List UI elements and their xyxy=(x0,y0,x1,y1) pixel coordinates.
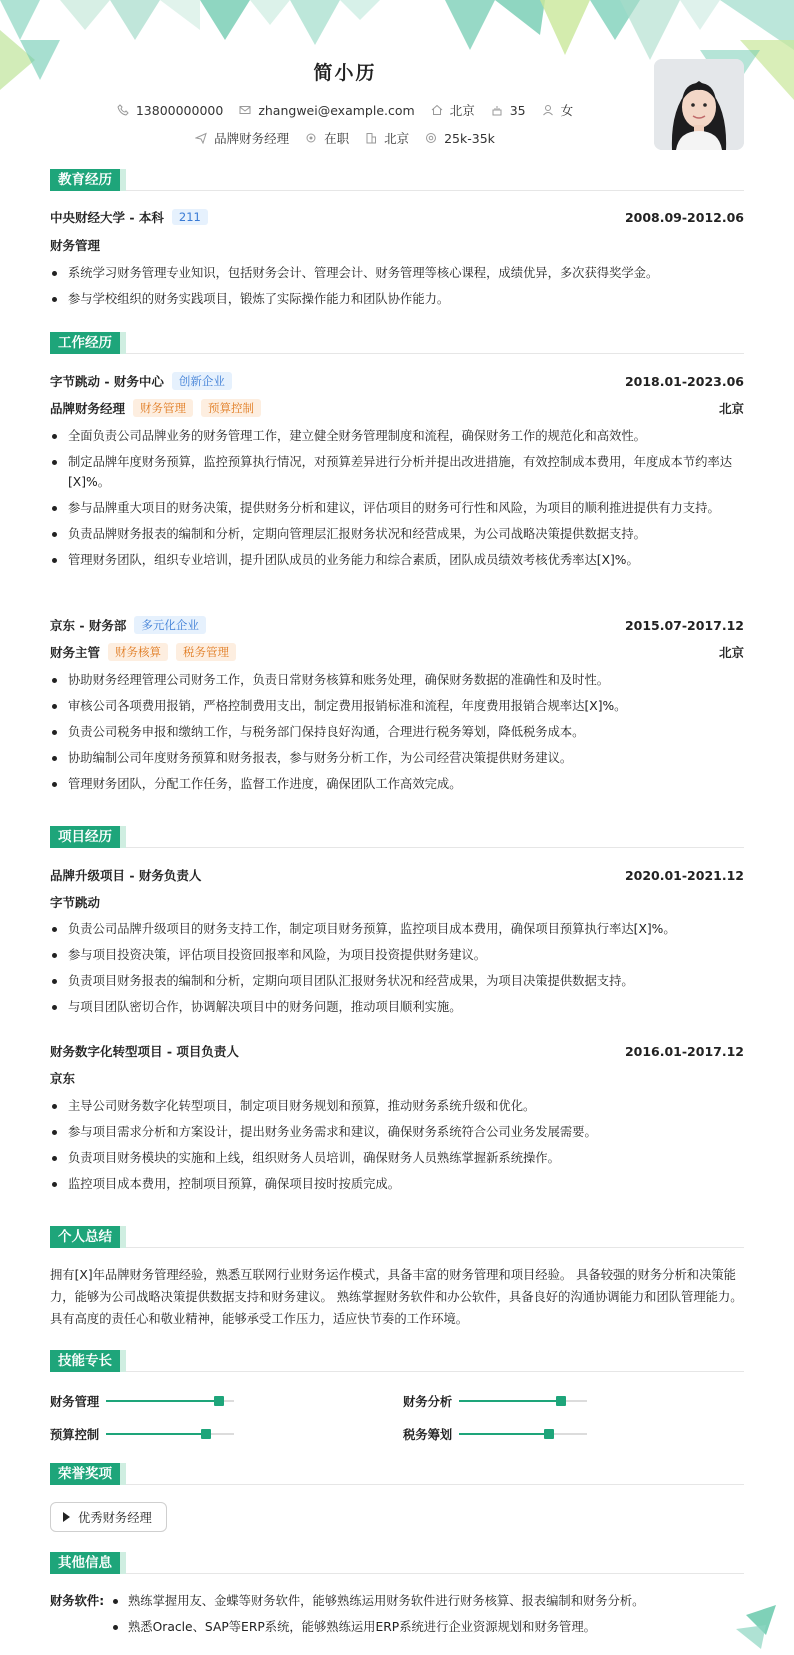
list-item: 管理财务团队，分配工作任务，监督工作进度，确保团队工作高效完成。 xyxy=(50,774,744,794)
resume-header xyxy=(0,0,794,160)
list-item: 负责项目财务模块的实施和上线，组织财务人员培训，确保财务人员熟练掌握新系统操作。 xyxy=(50,1148,744,1168)
skill-label: 预算控制 xyxy=(50,1428,100,1442)
section-title-education: 教育经历 xyxy=(50,169,120,191)
target-city-text: 北京 xyxy=(384,131,410,146)
target-position-text: 品牌财务经理 xyxy=(214,131,290,146)
education-header xyxy=(50,208,744,226)
section-title-summary: 个人总结 xyxy=(50,1226,120,1248)
money-icon xyxy=(425,132,437,144)
email-info xyxy=(239,103,414,118)
job-city: 北京 xyxy=(718,645,744,660)
job-2-header xyxy=(50,616,744,634)
project-2-bullets xyxy=(50,1096,744,1200)
list-item: 与项目团队密切合作，协调解决项目中的财务问题，推动项目顺利实施。 xyxy=(50,997,744,1017)
project-date: 2016.01-2017.12 xyxy=(624,1043,744,1059)
status-text: 在职 xyxy=(324,131,350,146)
list-item: 参与学校组织的财务实践项目，锻炼了实际操作能力和团队协作能力。 xyxy=(50,289,744,309)
list-item: 监控项目成本费用，控制项目预算，确保项目按时按质完成。 xyxy=(50,1174,744,1194)
skill-item xyxy=(50,1392,234,1410)
list-item: 系统学习财务管理专业知识，包括财务会计、管理会计、财务管理等核心课程，成绩优异，多次获得奖学金。 xyxy=(50,263,744,283)
skill-level-marker xyxy=(556,1396,566,1406)
project-1-bullets xyxy=(50,919,744,1023)
list-item: 参与项目投资决策，评估项目投资回报率和风险，为项目投资提供财务建议。 xyxy=(50,945,744,965)
project-2-company-row xyxy=(50,1069,744,1087)
other-bullets xyxy=(110,1591,740,1643)
section-title-awards: 荣誉奖项 xyxy=(50,1463,120,1485)
footer-decoration xyxy=(736,1605,786,1649)
phone-info xyxy=(117,103,223,118)
section-awards xyxy=(50,1463,744,1485)
job-2-role-row xyxy=(50,643,744,661)
avatar xyxy=(654,59,744,150)
building-icon xyxy=(365,132,377,144)
status-info xyxy=(305,129,349,147)
role-tag: 预算控制 xyxy=(201,399,261,417)
section-work xyxy=(50,332,744,354)
job-1-bullets xyxy=(50,426,744,576)
gender-text: 女 xyxy=(560,103,574,118)
skill-bar xyxy=(459,1433,587,1435)
salary-text: 25k-35k xyxy=(444,130,495,146)
skill-label: 财务管理 xyxy=(50,1395,100,1409)
section-title-other: 其他信息 xyxy=(50,1552,120,1574)
school-tag: 211 xyxy=(172,209,208,225)
skill-level-marker xyxy=(201,1429,211,1439)
list-item: 审核公司各项费用报销，严格控制费用支出，制定费用报销标准和流程，年度费用报销合规率达[X]%。 xyxy=(50,696,744,716)
home-icon xyxy=(431,104,443,116)
section-skills xyxy=(50,1350,744,1372)
project-1-company-row xyxy=(50,893,744,911)
list-item: 参与品牌重大项目的财务决策，提供财务分析和建议，评估项目的财务可行性和风险，为项目的顺利推进提供有力支持。 xyxy=(50,498,744,518)
section-title-work: 工作经历 xyxy=(50,332,120,354)
company-name: 京东 - 财务部 xyxy=(50,618,127,633)
project-1-header xyxy=(50,866,744,884)
project-name: 财务数字化转型项目 - 项目负责人 xyxy=(50,1044,239,1059)
section-summary xyxy=(50,1226,744,1248)
major: 财务管理 xyxy=(50,238,101,253)
project-company: 字节跳动 xyxy=(50,895,101,910)
list-item: 负责公司品牌升级项目的财务支持工作，制定项目财务预算，监控项目成本费用，确保项目预算执行率达[X]%。 xyxy=(50,919,744,939)
company-tag: 创新企业 xyxy=(172,372,232,390)
summary-text: 拥有[X]年品牌财务管理经验，熟悉互联网行业财务运作模式，具备丰富的财务管理和项目经验。 具备较强的财务分析和决策能力，能够为公司战略决策提供数据支持和财务建议。 熟练掌握财务软件和办公软件，具备良好的沟通协调能力和团队管理能力。 具有高度的责任心和敬业精神，能够承受工作压力，适应快节奏的工作环境。 xyxy=(50,1268,743,1326)
age-text: 35 xyxy=(509,102,526,118)
skill-bar xyxy=(106,1400,234,1402)
job-date: 2015.07-2017.12 xyxy=(624,617,744,633)
list-item: 协助财务经理管理公司财务工作，负责日常财务核算和账务处理，确保财务数据的准确性和及时性。 xyxy=(50,670,744,690)
skill-level-marker xyxy=(544,1429,554,1439)
contact-info-row xyxy=(0,101,690,119)
list-item: 主导公司财务数字化转型项目，制定项目财务规划和预算，推动财务系统升级和优化。 xyxy=(50,1096,744,1116)
education-bullets xyxy=(50,263,744,315)
education-major-row xyxy=(50,236,744,254)
other-label: 财务软件: xyxy=(50,1594,105,1608)
role-title: 品牌财务经理 xyxy=(50,401,126,416)
award-label: 优秀财务经理 xyxy=(78,1511,152,1525)
list-item: 熟悉Oracle、SAP等ERP系统，能够熟练运用ERP系统进行企业资源规划和财务管理。 xyxy=(110,1617,740,1637)
company-name: 字节跳动 - 财务中心 xyxy=(50,374,164,389)
section-title-projects: 项目经历 xyxy=(50,826,120,848)
mail-icon xyxy=(239,104,251,116)
project-name: 品牌升级项目 - 财务负责人 xyxy=(50,868,202,883)
section-other xyxy=(50,1552,744,1574)
location-text: 北京 xyxy=(449,103,475,118)
role-tag: 财务管理 xyxy=(133,399,193,417)
company-tag: 多元化企业 xyxy=(134,616,206,634)
target-city-info xyxy=(365,129,409,147)
role-title: 财务主管 xyxy=(50,645,101,660)
skill-item xyxy=(403,1425,587,1443)
location-info xyxy=(431,101,475,119)
cake-icon xyxy=(491,104,503,116)
target-position-info xyxy=(195,129,289,147)
candidate-name: 简小历 xyxy=(313,62,377,84)
section-title-skills: 技能专长 xyxy=(50,1350,120,1372)
job-city: 北京 xyxy=(718,401,744,416)
job-date: 2018.01-2023.06 xyxy=(624,373,744,389)
skill-bar xyxy=(459,1400,587,1402)
skill-item xyxy=(403,1392,587,1410)
project-date: 2020.01-2021.12 xyxy=(624,867,744,883)
profile-photo xyxy=(654,59,744,150)
list-item: 全面负责公司品牌业务的财务管理工作，建立健全财务管理制度和流程，确保财务工作的规范化和高效性。 xyxy=(50,426,744,446)
send-icon xyxy=(195,132,207,144)
age-info xyxy=(491,103,526,118)
education-date: 2008.09-2012.06 xyxy=(624,209,744,225)
list-item: 熟练掌握用友、金蝶等财务软件，能够熟练运用财务软件进行财务核算、报表编制和财务分析。 xyxy=(110,1591,740,1611)
list-item: 协助编制公司年度财务预算和财务报表，参与财务分析工作，为公司经营决策提供财务建议。 xyxy=(50,748,744,768)
skill-level-marker xyxy=(214,1396,224,1406)
section-education xyxy=(50,169,744,191)
role-tag: 税务管理 xyxy=(176,643,236,661)
skill-label: 财务分析 xyxy=(403,1395,453,1409)
job-1-role-row xyxy=(50,399,744,417)
skill-bar xyxy=(106,1433,234,1435)
phone-text: 13800000000 xyxy=(135,102,224,118)
job-intent-row xyxy=(0,129,690,147)
status-icon xyxy=(305,132,317,144)
job-1-header xyxy=(50,372,744,390)
email-text: zhangwei@example.com xyxy=(258,102,415,118)
play-icon xyxy=(63,1512,70,1522)
list-item: 管理财务团队，组织专业培训，提升团队成员的业务能力和综合素质，团队成员绩效考核优秀率达[X]%。 xyxy=(50,550,744,570)
project-2-header xyxy=(50,1042,744,1060)
school-name: 中央财经大学 - 本科 xyxy=(50,210,164,225)
salary-info xyxy=(425,131,495,146)
list-item: 负责品牌财务报表的编制和分析，定期向管理层汇报财务状况和经营成果，为公司战略决策提供数据支持。 xyxy=(50,524,744,544)
list-item: 负责项目财务报表的编制和分析，定期向项目团队汇报财务状况和经营成果，为项目决策提供数据支持。 xyxy=(50,971,744,991)
award-item xyxy=(50,1502,167,1532)
list-item: 负责公司税务申报和缴纳工作，与税务部门保持良好沟通，合理进行税务筹划，降低税务成本。 xyxy=(50,722,744,742)
skill-item xyxy=(50,1425,234,1443)
phone-icon xyxy=(117,104,129,116)
list-item: 参与项目需求分析和方案设计，提出财务业务需求和建议，确保财务系统符合公司业务发展需要。 xyxy=(50,1122,744,1142)
gender-info xyxy=(542,101,574,119)
user-icon xyxy=(542,104,554,116)
project-company: 京东 xyxy=(50,1071,76,1086)
list-item: 制定品牌年度财务预算，监控预算执行情况，对预算差异进行分析并提出改进措施，有效控制成本费用，年度成本节约率达[X]%。 xyxy=(50,452,744,492)
job-2-bullets xyxy=(50,670,744,800)
skill-label: 税务筹划 xyxy=(403,1428,453,1442)
section-projects xyxy=(50,826,744,848)
role-tag: 财务核算 xyxy=(108,643,168,661)
